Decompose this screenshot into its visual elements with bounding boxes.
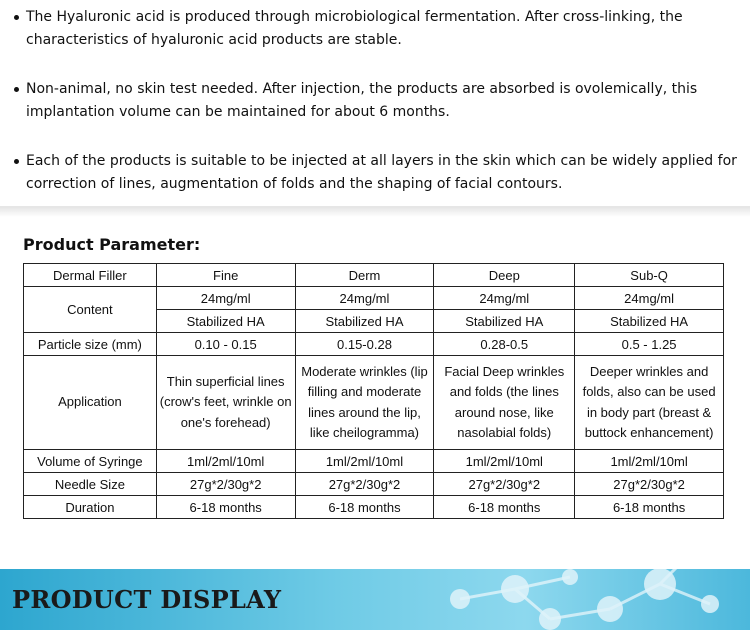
table-row bbox=[24, 473, 724, 496]
table-cell: 27g*2/30g*2 bbox=[156, 473, 295, 496]
feature-bullet: The Hyaluronic acid is produced through microbiological fermentation. After cross-linking, the characteristics of hyaluronic acid products are stable. bbox=[14, 6, 742, 52]
table-cell: Stabilized HA bbox=[434, 310, 575, 333]
table-cell: Deeper wrinkles and folds, also can be used in body part (breast & buttock enhancement) bbox=[575, 356, 724, 450]
row-label: Duration bbox=[24, 496, 157, 519]
table-cell: 0.15-0.28 bbox=[295, 333, 434, 356]
table-row bbox=[24, 450, 724, 473]
table-cell: Stabilized HA bbox=[156, 310, 295, 333]
table-cell: 0.5 - 1.25 bbox=[575, 333, 724, 356]
table-cell: 6-18 months bbox=[156, 496, 295, 519]
parameter-title: Product Parameter: bbox=[23, 235, 201, 254]
table-cell: Thin superficial lines (crow's feet, wrinkle on one's forehead) bbox=[156, 356, 295, 450]
banner-title: PRODUCT DISPLAY bbox=[12, 585, 282, 614]
table-row bbox=[24, 333, 724, 356]
header-cell: Derm bbox=[295, 264, 434, 287]
row-label: Needle Size bbox=[24, 473, 157, 496]
row-label: Volume of Syringe bbox=[24, 450, 157, 473]
table-cell: 1ml/2ml/10ml bbox=[156, 450, 295, 473]
row-label: Content bbox=[24, 287, 157, 333]
feature-bullet: Non-animal, no skin test needed. After injection, the products are absorbed is ovolemically, this implantation volume can be maintained for about 6 months. bbox=[14, 78, 742, 124]
table-cell: 24mg/ml bbox=[295, 287, 434, 310]
header-cell: Dermal Filler bbox=[24, 264, 157, 287]
feature-bullet: Each of the products is suitable to be injected at all layers in the skin which can be widely applied for correction of lines, augmentation of folds and the shaping of facial contours. bbox=[14, 150, 742, 196]
row-label: Application bbox=[24, 356, 157, 450]
table-cell: Stabilized HA bbox=[295, 310, 434, 333]
table-cell: Facial Deep wrinkles and folds (the lines around nose, like nasolabial folds) bbox=[434, 356, 575, 450]
section-divider bbox=[0, 206, 750, 217]
parameter-table bbox=[23, 263, 724, 519]
table-cell: 0.10 - 0.15 bbox=[156, 333, 295, 356]
table-cell: 0.28-0.5 bbox=[434, 333, 575, 356]
header-cell: Fine bbox=[156, 264, 295, 287]
table-cell: Stabilized HA bbox=[575, 310, 724, 333]
table-cell: Moderate wrinkles (lip filling and moderate lines around the lip, like cheilogramma) bbox=[295, 356, 434, 450]
table-header-row bbox=[24, 264, 724, 287]
table-row bbox=[24, 356, 724, 450]
table-row bbox=[24, 496, 724, 519]
table-cell: 27g*2/30g*2 bbox=[434, 473, 575, 496]
product-display-banner bbox=[0, 569, 750, 630]
table-cell: 6-18 months bbox=[434, 496, 575, 519]
feature-list bbox=[14, 6, 742, 222]
table-cell: 1ml/2ml/10ml bbox=[434, 450, 575, 473]
table-cell: 6-18 months bbox=[295, 496, 434, 519]
table-row bbox=[24, 287, 724, 310]
table-cell: 1ml/2ml/10ml bbox=[575, 450, 724, 473]
table-cell: 1ml/2ml/10ml bbox=[295, 450, 434, 473]
table-cell: 24mg/ml bbox=[575, 287, 724, 310]
row-label: Particle size (mm) bbox=[24, 333, 157, 356]
table-cell: 6-18 months bbox=[575, 496, 724, 519]
header-cell: Deep bbox=[434, 264, 575, 287]
header-cell: Sub-Q bbox=[575, 264, 724, 287]
table-cell: 24mg/ml bbox=[434, 287, 575, 310]
table-cell: 27g*2/30g*2 bbox=[575, 473, 724, 496]
table-cell: 24mg/ml bbox=[156, 287, 295, 310]
table-cell: 27g*2/30g*2 bbox=[295, 473, 434, 496]
molecule-icon bbox=[420, 569, 750, 630]
